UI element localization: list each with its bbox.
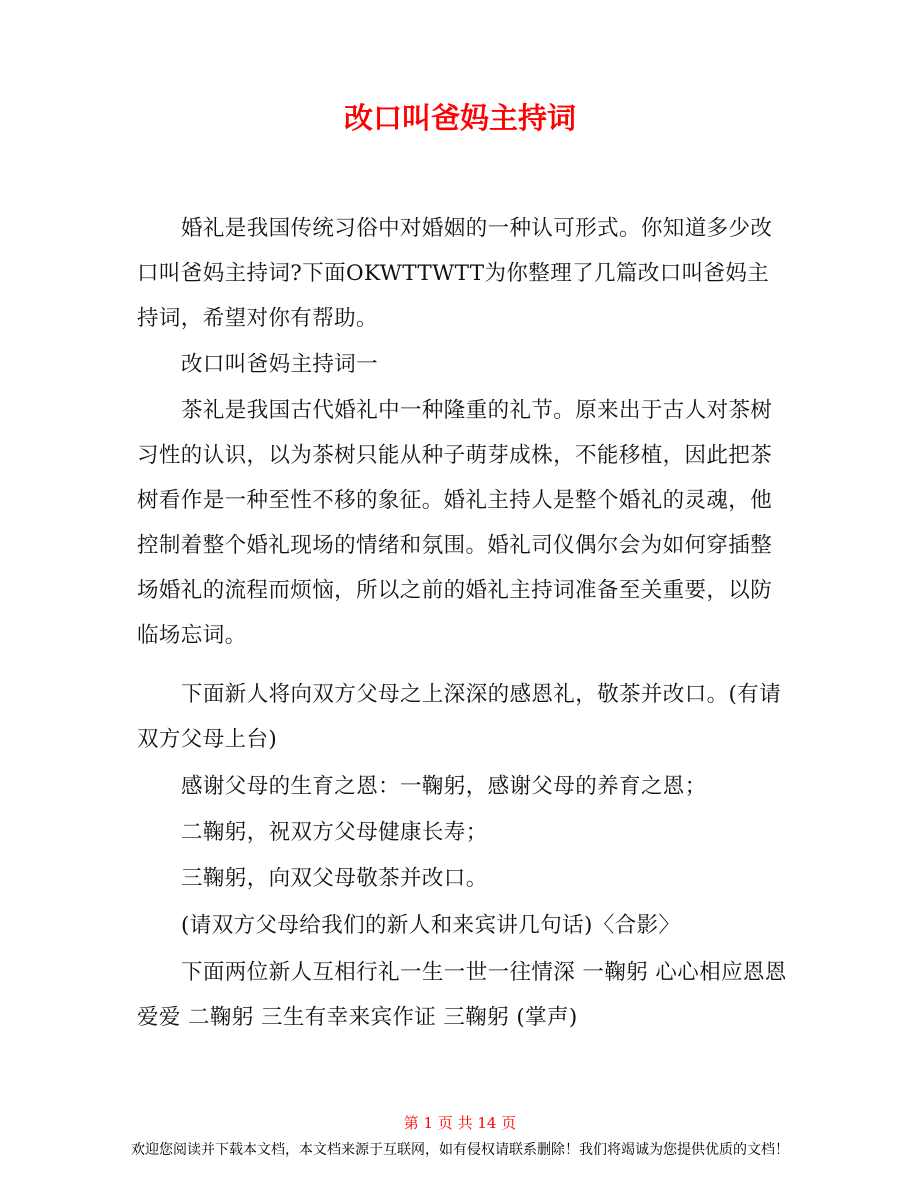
document-title: 改口叫爸妈主持词: [343, 101, 576, 135]
intro-paragraph: 婚礼是我国传统习俗中对婚姻的一种认可形式。你知道多少改口叫爸妈主持词?下面OKWTTWTT为你整理了几篇改口叫爸妈主持词，希望对你有帮助。: [137, 216, 773, 331]
page-indicator: 第 1 页 共 14 页: [403, 1114, 517, 1132]
bow-three-line: 三鞠躬，向双父母敬茶并改口。: [181, 866, 488, 891]
section-heading: 改口叫爸妈主持词一: [181, 352, 379, 377]
tea-ceremony-paragraph: 茶礼是我国古代婚礼中一种隆重的礼节。原来出于古人对茶树习性的认识，以为茶树只能从种子萌芽成株，不能移植，因此把茶树看作是一种至性不移的象征。婚礼主持人是整个婚礼的灵魂，他控制着整个婚礼现场的情绪和氛围。婚礼司仪偶尔会为如何穿插整场婚礼的流程而烦恼，所以之前的婚礼主持词准备至关重要，以防临场忘词。: [137, 398, 773, 648]
bow-two-line: 二鞠躬，祝双方父母健康长寿；: [181, 820, 488, 845]
bow-one-line: 感谢父母的生育之恩：一鞠躬，感谢父母的养育之恩；: [181, 774, 707, 799]
parents-speech-line: (请双方父母给我们的新人和来宾讲几句话)〈合影〉: [181, 913, 681, 938]
couple-bow-paragraph: 下面两位新人互相行礼一生一世一往情深 一鞠躬 心心相应恩恩爱爱 二鞠躬 三生有幸来宾作证 三鞠躬 (掌声): [137, 960, 787, 1030]
ceremony-intro-paragraph: 下面新人将向双方父母之上深深的感恩礼，敬茶并改口。(有请双方父母上台): [137, 682, 782, 752]
footer-notice: 欢迎您阅读并下载本文档，本文档来源于互联网，如有侵权请联系删除！我们将竭诚为您提供优质的文档！: [131, 1142, 789, 1158]
